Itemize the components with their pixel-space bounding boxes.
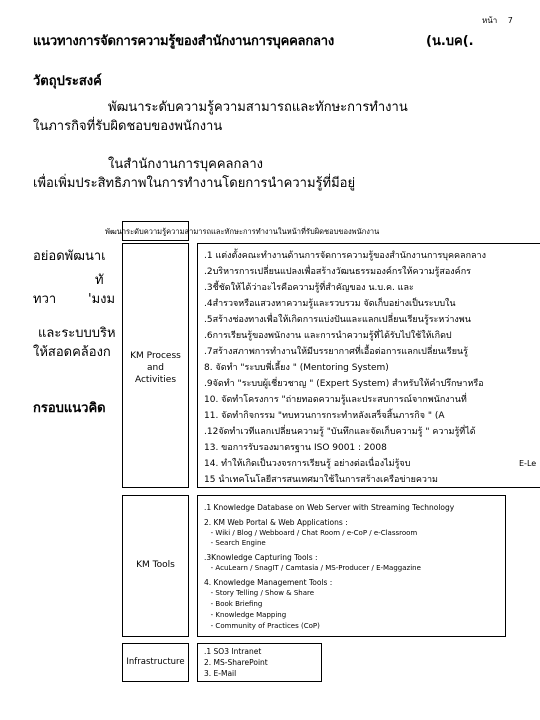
objective-para2-line1: ในสำนักงานการบุคคลกลาง [108,157,264,172]
km-process-item: 15 นำเทคโนโลยีสารสนเทศมาใช้ในการสร้างเครือข่ายความ [204,475,438,485]
infrastructure-item: 3. E-Mail [204,669,237,678]
objective-hidden-line-b3: 'มงม [88,292,116,307]
objective-heading: วัตถุประสงค์ [33,74,102,89]
km-process-label [123,350,188,386]
objective-para1-line1: พัฒนาระดับความรู้ความสามารถและทักษะการทำงาน [108,100,408,115]
page-number-value: 7 [507,16,513,25]
km-process-label-line3: Activities [134,375,177,385]
infrastructure-list-box [197,643,322,682]
objective-hidden-line-c1: และระบบบริห [38,326,116,341]
km-process-item: .5สร้างช่องทางเพื่อให้เกิดการแบ่งปันและแลกเปลี่ยนเรียนรู้ระหว่างพน [204,315,471,325]
km-process-label-line1: KM Process [130,351,181,361]
km-tools-label: KM Tools [136,560,175,570]
km-process-label-line2: and [147,363,164,373]
document-title: แนวทางการจัดการความรู้ของสำนักงานการบุคคลกลาง [33,34,335,49]
infrastructure-item: 2. MS-SharePoint [204,658,268,667]
objective-hidden-line-a: อย่อดพัฒนาเ [33,249,106,264]
page-number [482,14,513,27]
objective-para2-line2: เพื่อเพิ่มประสิทธิภาพในการทำงานโดยการนำความรู้ที่มีอยู่ [33,176,356,191]
km-process-item: .3ชี้ชัดให้ได้ว่าอะไรคือความรู้ที่สำคัญของ น.บ.ค. และ [204,283,414,293]
framework-heading: กรอบแนวคิด [33,401,106,416]
km-tools-item: 4. Knowledge Management Tools : [204,578,333,587]
km-tools-item: - Search Engine [204,539,266,547]
km-process-item: .6การเรียนรู้ของพนักงาน และการนำความรู้ที่ได้รับไปใช้ให้เกิดป [204,331,452,341]
km-process-list-box [197,243,540,488]
document-title-abbrev: (น.บค(. [426,34,474,49]
km-tools-item: - Wiki / Blog / Webboard / Chat Room / e-CoP / e-Classroom [204,529,418,537]
km-process-item: .1 แต่งตั้งคณะทำงานด้านการจัดการความรู้ของสำนักงานการบุคคลกลาง [204,251,486,261]
km-tools-item: .1 Knowledge Database on Web Server with Streaming Technology [204,503,455,512]
objective-hidden-line-c2: ให้สอดคล้องก [33,345,111,360]
km-tools-item: 2. KM Web Portal & Web Applications : [204,518,348,527]
km-process-item: .4สำรวจหรือแสวงหาความรู้และรวบรวม จัดเก็บอย่างเป็นระบบใน [204,299,456,309]
km-process-item: 11. จัดทำกิจกรรม "ทบทวนการกระทำหลังเสร็จสิ้นภารกิจ " (A [204,411,445,421]
km-process-item: .7สร้างสภาพการทำงานให้มีบรรยากาศที่เอื้อต่อการแลกเปลี่ยนเรียนรู้ [204,347,468,357]
km-process-item: 13. ขอการรับรองมาตรฐาน ISO 9001 : 2008 [204,443,387,453]
infrastructure-label: Infrastructure [126,657,185,667]
objective-para1-line2: ในภารกิจที่รับผิดชอบของพนักงาน [33,119,223,134]
km-tools-list-box [197,495,506,637]
km-process-item: .2บริหารการเปลี่ยนแปลงเพื่อสร้างวัฒนธรรมองค์กรให้ความรู้สองค์กร [204,267,471,277]
km-process-item: .9จัดทำ "ระบบผู้เชี่ยวชาญ " (Expert System) สำหรับให้คำปรึกษาหรือ [204,379,484,389]
km-process-item: 10. จัดทำโครงการ "ถ่ายทอดความรู้และประสบการณ์จากพนักงานที่ [204,395,467,405]
km-process-trail-label: E-Le [519,459,537,468]
page-number-label: หน้า [482,16,498,25]
km-process-item: .12จัดทำเวทีแลกเปลี่ยนความรู้ "บันทึกและจัดเก็บความรู้ " ความรู้ที่ได้ [204,427,476,437]
infrastructure-label-box [122,643,189,682]
km-tools-item: - Story Telling / Show & Share [204,589,315,597]
km-tools-item: - Book Briefing [204,600,263,608]
km-process-label-box [122,243,189,488]
framework-header-text: พัฒนาระดับความรู้ความสามารถและทักษะการทำงานในหน้าที่รับผิดชอบของพนักงาน [105,227,380,236]
km-tools-item: - Knowledge Mapping [204,611,287,619]
km-process-item: 14. ทำให้เกิดเป็นวงจรการเรียนรู้ อย่างต่อเนื่องไม่รู้จบ [204,459,411,469]
infrastructure-item: .1 SO3 Intranet [204,647,262,656]
objective-hidden-line-b1: ทั [95,273,104,288]
km-tools-item: - AcuLearn / SnagIT / Camtasia / MS-Producer / E-Maggazine [204,564,421,572]
km-tools-item: .3Knowledge Capturing Tools : [204,553,318,562]
km-tools-item: - Community of Practices (CoP) [204,622,320,630]
objective-hidden-line-b2: ทวา [33,292,57,307]
km-tools-label-box [122,495,189,637]
km-process-item: 8. จัดทำ "ระบบพี่เลี้ยง " (Mentoring System) [204,363,389,373]
